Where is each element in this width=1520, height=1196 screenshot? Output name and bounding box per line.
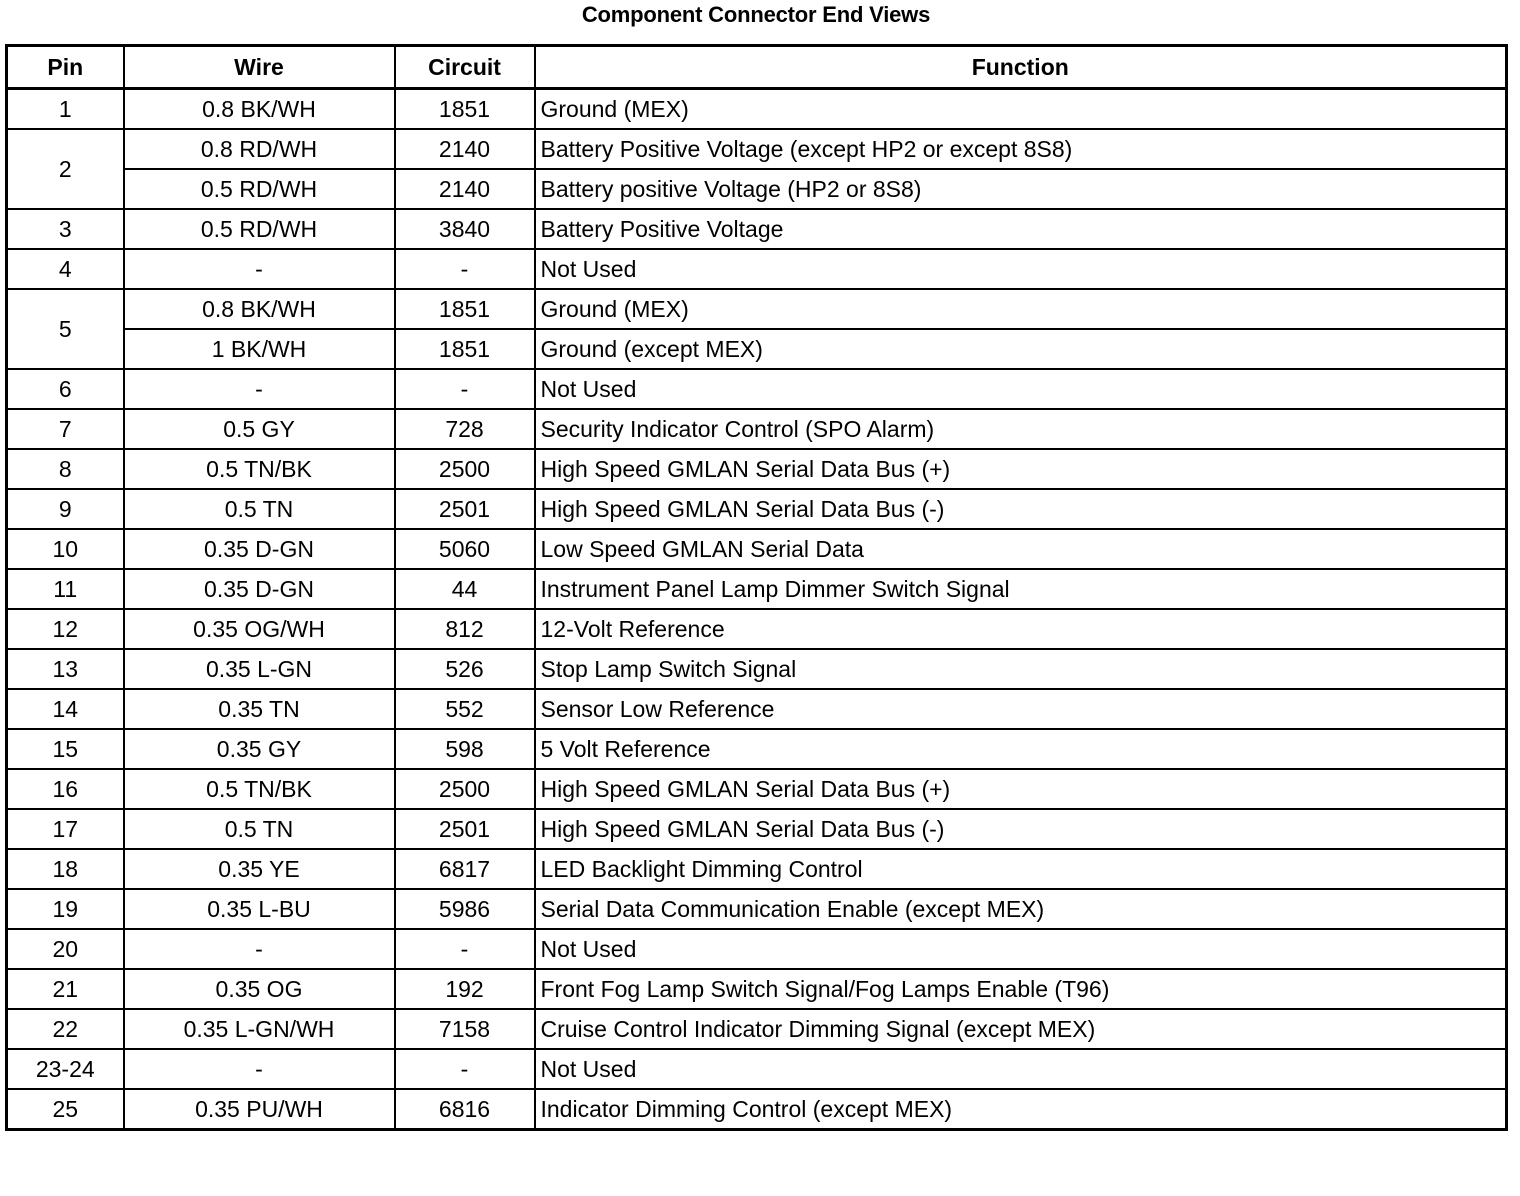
wire-cell: 0.35 GY — [124, 729, 395, 769]
table-row — [7, 1009, 1507, 1049]
circuit-cell: 1851 — [395, 289, 535, 329]
pin-cell: 25 — [7, 1089, 124, 1130]
pin-cell: 19 — [7, 889, 124, 929]
table-row — [7, 289, 1507, 329]
pin-cell: 20 — [7, 929, 124, 969]
column-header-pin: Pin — [7, 46, 124, 89]
table-row — [7, 1089, 1507, 1130]
pin-cell: 7 — [7, 409, 124, 449]
wire-cell: 0.8 BK/WH — [124, 289, 395, 329]
wire-cell: 1 BK/WH — [124, 329, 395, 369]
table-row — [7, 129, 1507, 169]
circuit-cell: 44 — [395, 569, 535, 609]
column-header-circuit: Circuit — [395, 46, 535, 89]
circuit-cell: 192 — [395, 969, 535, 1009]
function-cell: Ground (except MEX) — [535, 329, 1507, 369]
circuit-cell: 552 — [395, 689, 535, 729]
table-row — [7, 689, 1507, 729]
wire-cell: 0.8 BK/WH — [124, 89, 395, 130]
pin-cell: 8 — [7, 449, 124, 489]
wire-cell: 0.35 L-GN/WH — [124, 1009, 395, 1049]
table-row — [7, 329, 1507, 369]
table-row — [7, 929, 1507, 969]
function-cell: Cruise Control Indicator Dimming Signal (except MEX) — [535, 1009, 1507, 1049]
wire-cell: - — [124, 1049, 395, 1089]
circuit-cell: 812 — [395, 609, 535, 649]
circuit-cell: - — [395, 1049, 535, 1089]
table-header — [7, 46, 1507, 89]
wire-cell: 0.5 TN/BK — [124, 769, 395, 809]
column-header-wire: Wire — [124, 46, 395, 89]
function-cell: High Speed GMLAN Serial Data Bus (+) — [535, 769, 1507, 809]
pin-cell: 16 — [7, 769, 124, 809]
table-row — [7, 409, 1507, 449]
wire-cell: - — [124, 929, 395, 969]
circuit-cell: 2140 — [395, 129, 535, 169]
page-title: Component Connector End Views — [581, 2, 931, 27]
table-row — [7, 849, 1507, 889]
table-row — [7, 529, 1507, 569]
circuit-cell: 3840 — [395, 209, 535, 249]
pin-cell: 21 — [7, 969, 124, 1009]
circuit-cell: 1851 — [395, 89, 535, 130]
function-cell: Ground (MEX) — [535, 289, 1507, 329]
circuit-cell: - — [395, 369, 535, 409]
function-cell: 12-Volt Reference — [535, 609, 1507, 649]
circuit-cell: 2500 — [395, 769, 535, 809]
wire-cell: 0.5 RD/WH — [124, 169, 395, 209]
circuit-cell: - — [395, 929, 535, 969]
circuit-cell: 598 — [395, 729, 535, 769]
table-row — [7, 89, 1507, 130]
function-cell: 5 Volt Reference — [535, 729, 1507, 769]
function-cell: Not Used — [535, 929, 1507, 969]
circuit-cell: 2501 — [395, 489, 535, 529]
wire-cell: 0.35 OG/WH — [124, 609, 395, 649]
wire-cell: 0.5 TN — [124, 489, 395, 529]
pin-cell: 1 — [7, 89, 124, 130]
function-cell: Not Used — [535, 369, 1507, 409]
table-row — [7, 209, 1507, 249]
wire-cell: 0.5 TN/BK — [124, 449, 395, 489]
table-row — [7, 809, 1507, 849]
pin-cell: 5 — [7, 289, 124, 369]
table-row — [7, 609, 1507, 649]
pin-cell: 11 — [7, 569, 124, 609]
wire-cell: 0.35 OG — [124, 969, 395, 1009]
wire-cell: 0.5 TN — [124, 809, 395, 849]
pin-cell: 10 — [7, 529, 124, 569]
circuit-cell: 5986 — [395, 889, 535, 929]
pin-cell: 18 — [7, 849, 124, 889]
pin-cell: 2 — [7, 129, 124, 209]
pin-cell: 9 — [7, 489, 124, 529]
table-row — [7, 369, 1507, 409]
table-row — [7, 969, 1507, 1009]
function-cell: Front Fog Lamp Switch Signal/Fog Lamps Enable (T96) — [535, 969, 1507, 1009]
circuit-cell: 526 — [395, 649, 535, 689]
header-row — [7, 46, 1507, 89]
wire-cell: - — [124, 249, 395, 289]
connector-pinout-table — [5, 44, 1508, 1131]
circuit-cell: 728 — [395, 409, 535, 449]
wire-cell: 0.35 D-GN — [124, 569, 395, 609]
wire-cell: 0.35 D-GN — [124, 529, 395, 569]
function-cell: Serial Data Communication Enable (except MEX) — [535, 889, 1507, 929]
wire-cell: 0.35 L-GN — [124, 649, 395, 689]
table-row — [7, 249, 1507, 289]
pin-cell: 17 — [7, 809, 124, 849]
wire-cell: - — [124, 369, 395, 409]
circuit-cell: - — [395, 249, 535, 289]
pin-cell: 4 — [7, 249, 124, 289]
pin-cell: 13 — [7, 649, 124, 689]
function-cell: LED Backlight Dimming Control — [535, 849, 1507, 889]
pin-cell: 15 — [7, 729, 124, 769]
function-cell: Low Speed GMLAN Serial Data — [535, 529, 1507, 569]
circuit-cell: 2140 — [395, 169, 535, 209]
table-row — [7, 649, 1507, 689]
pin-cell: 14 — [7, 689, 124, 729]
circuit-cell: 7158 — [395, 1009, 535, 1049]
wire-cell: 0.35 TN — [124, 689, 395, 729]
function-cell: Security Indicator Control (SPO Alarm) — [535, 409, 1507, 449]
table-row — [7, 769, 1507, 809]
wire-cell: 0.8 RD/WH — [124, 129, 395, 169]
table-row — [7, 729, 1507, 769]
function-cell: Not Used — [535, 249, 1507, 289]
table-row — [7, 489, 1507, 529]
pin-cell: 6 — [7, 369, 124, 409]
pin-cell: 3 — [7, 209, 124, 249]
table-row — [7, 1049, 1507, 1089]
wire-cell: 0.35 PU/WH — [124, 1089, 395, 1130]
function-cell: Indicator Dimming Control (except MEX) — [535, 1089, 1507, 1130]
function-cell: Battery Positive Voltage — [535, 209, 1507, 249]
pin-cell: 12 — [7, 609, 124, 649]
circuit-cell: 6816 — [395, 1089, 535, 1130]
function-cell: High Speed GMLAN Serial Data Bus (-) — [535, 809, 1507, 849]
function-cell: Stop Lamp Switch Signal — [535, 649, 1507, 689]
table-row — [7, 569, 1507, 609]
wire-cell: 0.5 GY — [124, 409, 395, 449]
function-cell: Ground (MEX) — [535, 89, 1507, 130]
circuit-cell: 2500 — [395, 449, 535, 489]
wire-cell: 0.35 L-BU — [124, 889, 395, 929]
function-cell: High Speed GMLAN Serial Data Bus (-) — [535, 489, 1507, 529]
function-cell: Instrument Panel Lamp Dimmer Switch Signal — [535, 569, 1507, 609]
pin-cell: 23-24 — [7, 1049, 124, 1089]
function-cell: Battery positive Voltage (HP2 or 8S8) — [535, 169, 1507, 209]
function-cell: Sensor Low Reference — [535, 689, 1507, 729]
table-row — [7, 169, 1507, 209]
circuit-cell: 5060 — [395, 529, 535, 569]
function-cell: High Speed GMLAN Serial Data Bus (+) — [535, 449, 1507, 489]
wire-cell: 0.5 RD/WH — [124, 209, 395, 249]
circuit-cell: 2501 — [395, 809, 535, 849]
circuit-cell: 6817 — [395, 849, 535, 889]
function-cell: Battery Positive Voltage (except HP2 or except 8S8) — [535, 129, 1507, 169]
wire-cell: 0.35 YE — [124, 849, 395, 889]
table-body — [7, 89, 1507, 1130]
table-row — [7, 449, 1507, 489]
circuit-cell: 1851 — [395, 329, 535, 369]
table-row — [7, 889, 1507, 929]
function-cell: Not Used — [535, 1049, 1507, 1089]
pin-cell: 22 — [7, 1009, 124, 1049]
column-header-function: Function — [535, 46, 1507, 89]
